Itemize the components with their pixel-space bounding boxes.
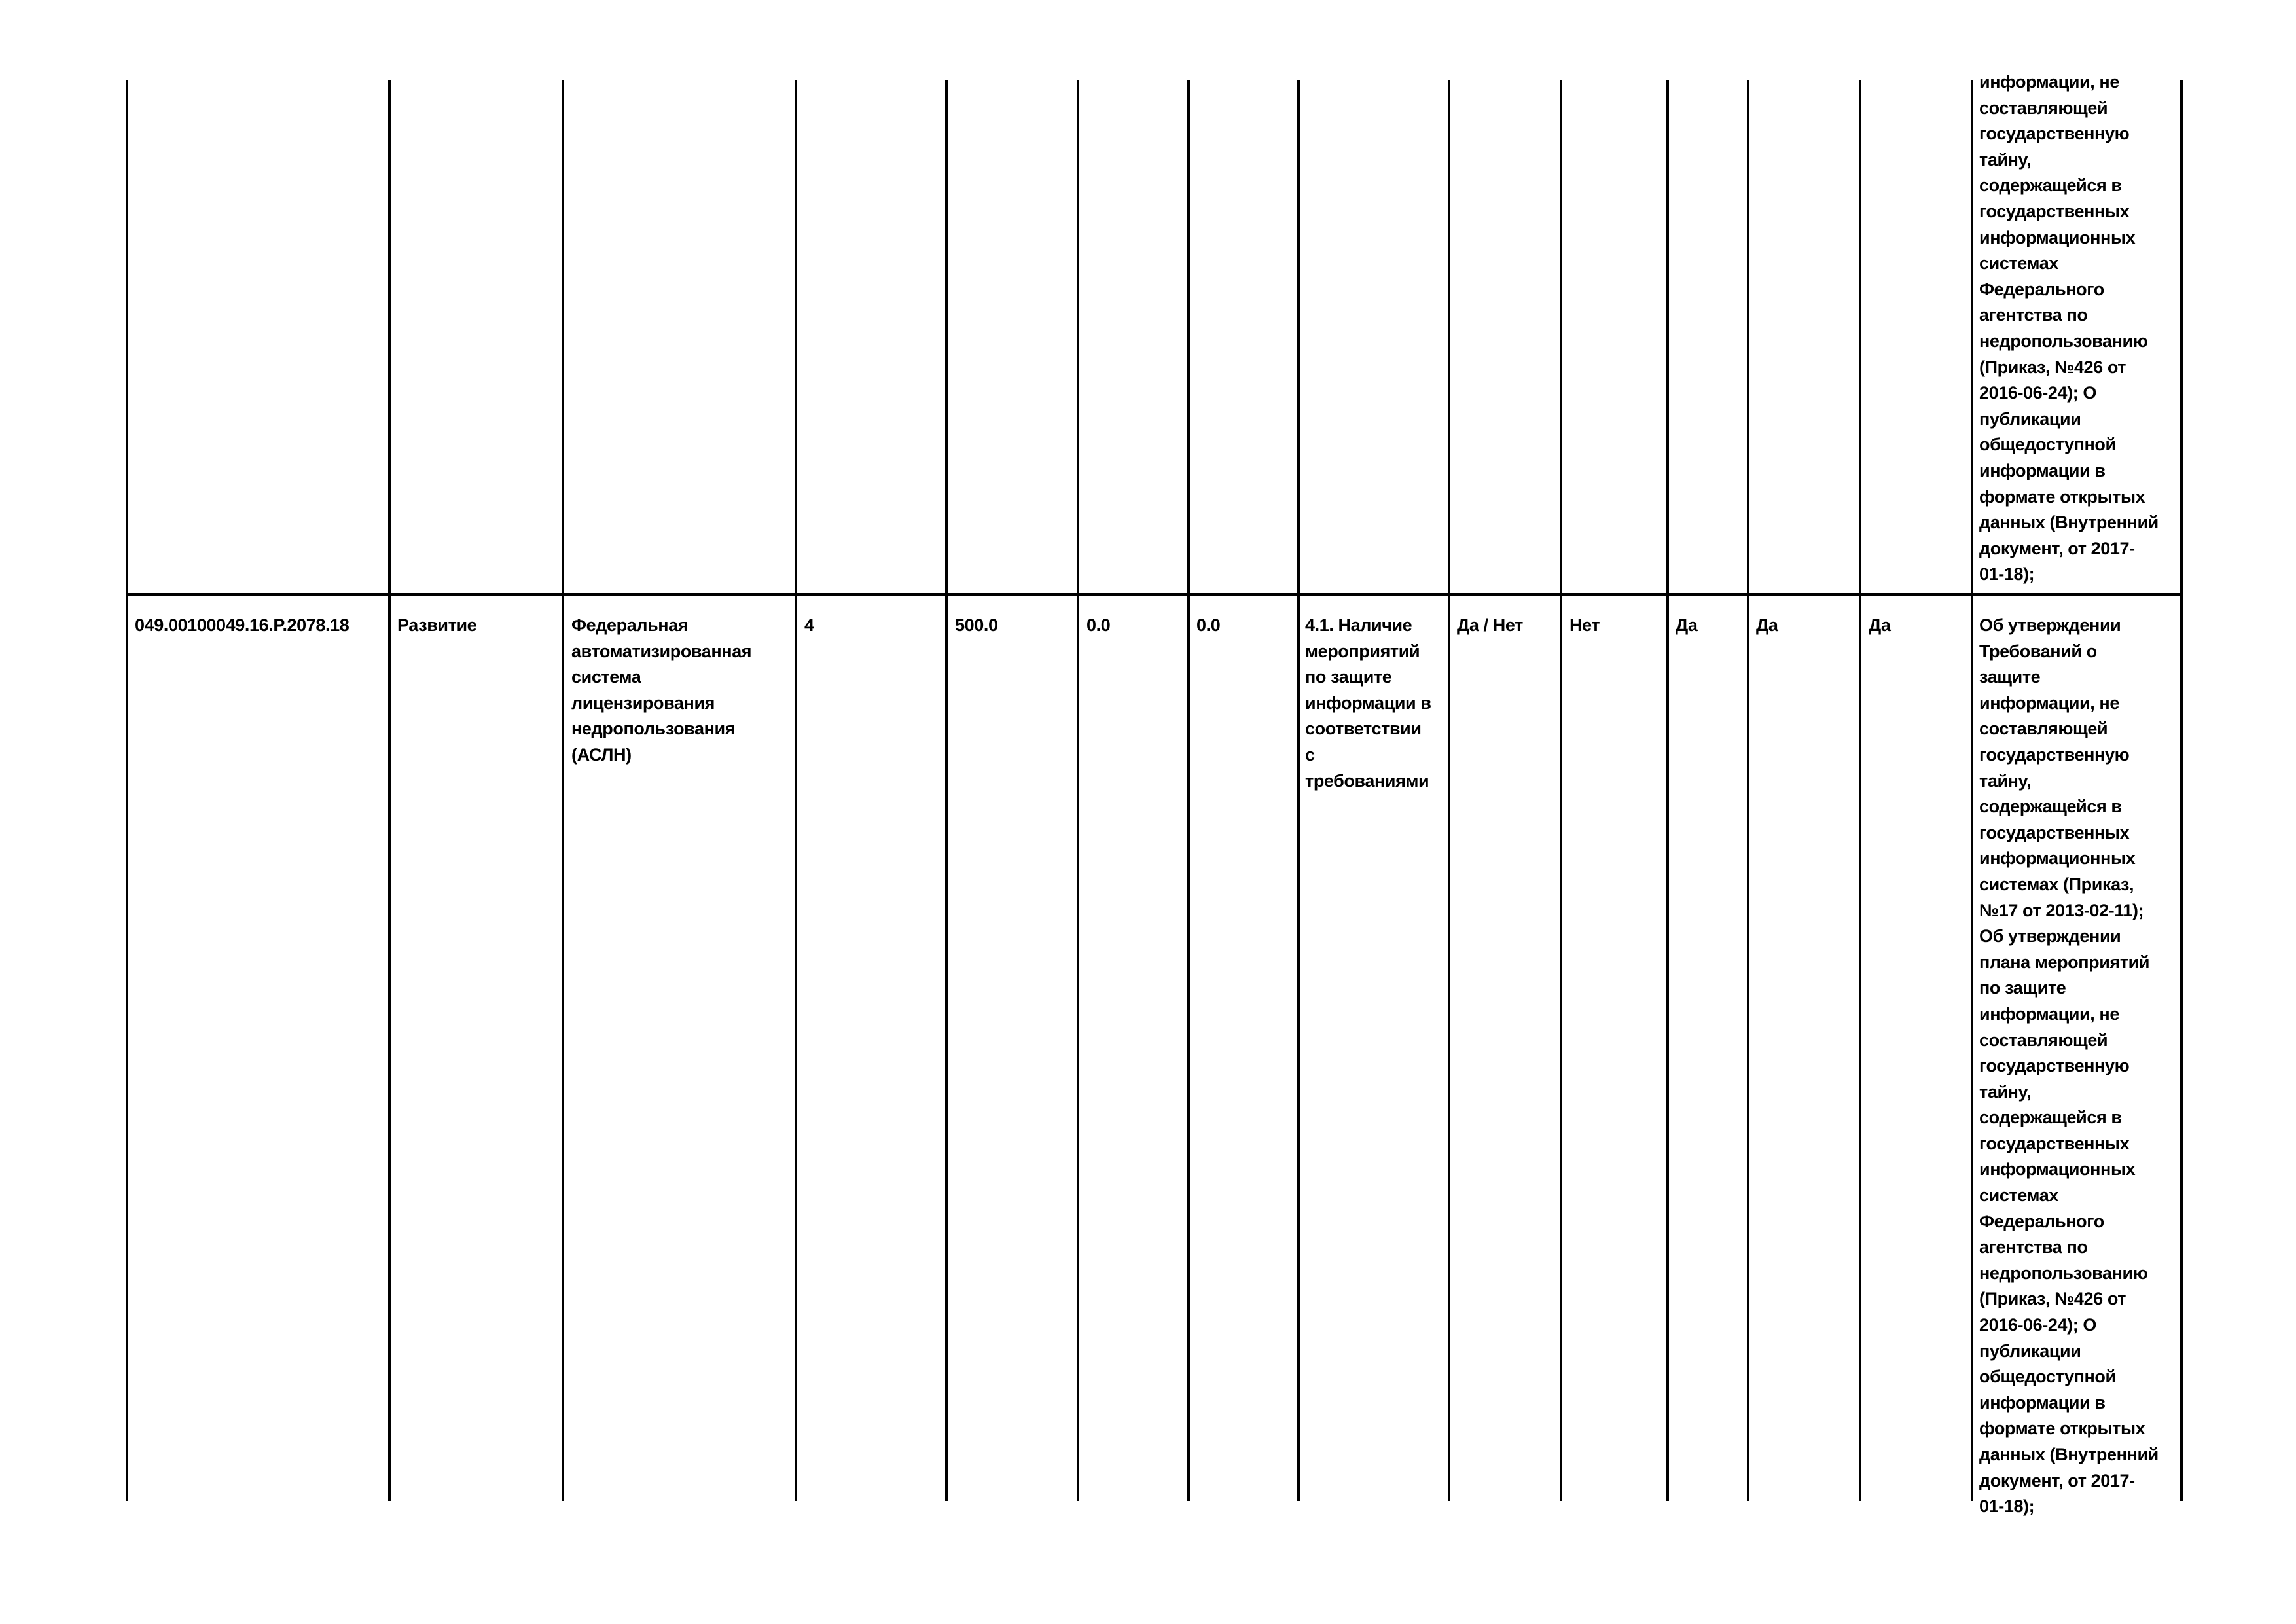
column-rule	[562, 80, 564, 1501]
column-rule	[1560, 80, 1562, 1501]
column-rule	[1297, 80, 1300, 1501]
column-rule	[945, 80, 948, 1501]
column-rule	[1187, 80, 1190, 1501]
row-col5: 500.0	[955, 615, 998, 635]
column-rule	[1859, 80, 1861, 1501]
column-rule	[1971, 80, 1973, 1501]
row-type: Развитие	[397, 615, 477, 635]
row-id: 049.00100049.16.P.2078.18	[135, 615, 350, 635]
row-documents-clip	[1979, 610, 2176, 1517]
row-col13: Да	[1869, 615, 1891, 635]
column-rule	[1747, 80, 1749, 1501]
column-rule	[795, 80, 797, 1501]
column-rule	[388, 80, 391, 1501]
column-rule	[1666, 80, 1669, 1501]
row-measure: 4.1. Наличие мероприятий по защите информации в соответствии с требованиями	[1305, 615, 1431, 791]
row-answer-options: Да / Нет	[1457, 615, 1523, 635]
row-col7: 0.0	[1196, 615, 1221, 635]
row-col11: Да	[1676, 615, 1698, 635]
row-col10: Нет	[1570, 615, 1600, 635]
row-col4: 4	[804, 615, 814, 635]
column-rule	[1448, 80, 1450, 1501]
column-rule	[1077, 80, 1079, 1501]
row-separator	[126, 593, 2181, 596]
continued-row-documents: информации, не составляющей государственную тайну, содержащейся в государственных информационных системах Федерального агентства по недропользованию (Приказ, №426 от 2016-06-24); О публикации общедоступной информации в формате открытых данных (Внутренний документ, от 2017- 01-18);	[1979, 72, 2159, 585]
row-system-name: Федеральная автоматизированная система лицензирования недропользования (АСЛН)	[571, 615, 752, 765]
row-col12: Да	[1756, 615, 1778, 635]
column-rule	[2180, 80, 2183, 1501]
column-rule	[126, 80, 128, 1501]
continued-row-cell-clip	[1979, 69, 2176, 590]
row-documents: Об утверждении Требований о защите информации, не составляющей государственную тайну, содержащейся в государственных информационных системах (Приказ, №17 от 2013-02-11); Об утверждении плана мероприятий по защите информации, не составляющей государственную тайну, содержащейся в государственных информационных системах Федерального агентства по недропользованию (Приказ, №426 от 2016-06-24); О публикации общедоступной информации в формате открытых данных (Внутренний документ, от 2017- 01-18);	[1979, 615, 2159, 1517]
row-col6: 0.0	[1086, 615, 1111, 635]
